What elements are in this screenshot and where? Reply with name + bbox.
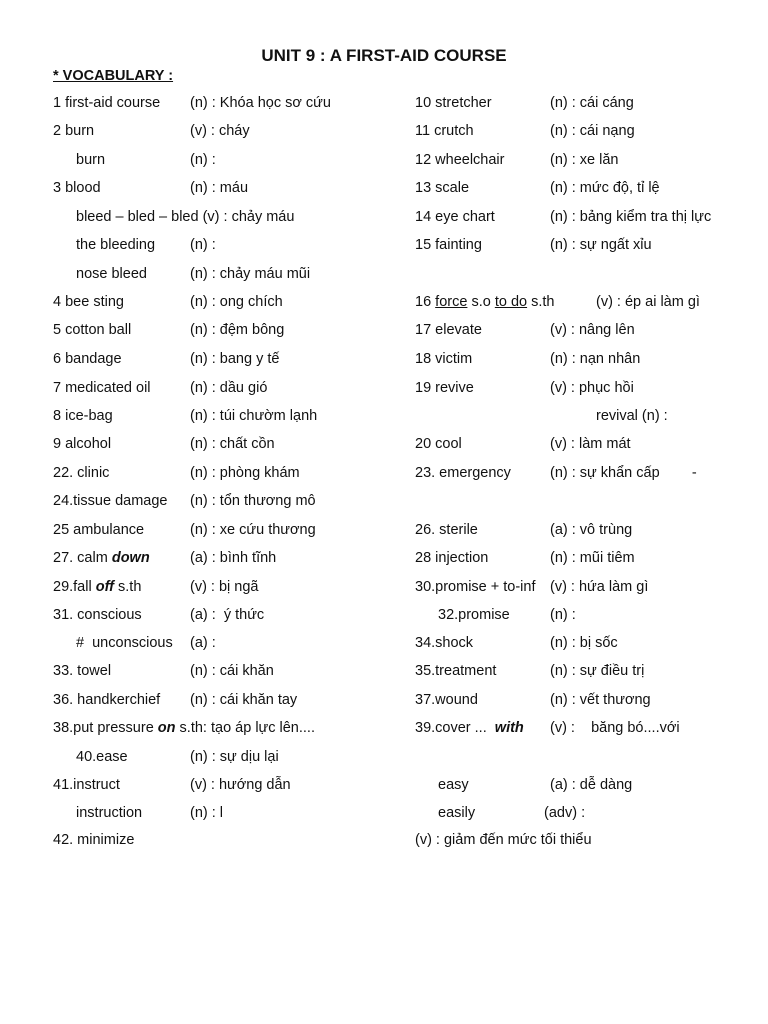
vocab-row	[0, 661, 768, 681]
vocab-meaning: (n) : phòng khám	[190, 465, 300, 481]
vocab-term: 7 medicated oil	[53, 380, 151, 396]
vocab-meaning: (n) : nạn nhân	[550, 351, 641, 367]
vocab-meaning: (n) : mức độ, tỉ lệ	[550, 180, 660, 196]
vocab-row	[0, 406, 768, 426]
vocab-term: easily	[438, 805, 476, 821]
vocab-term: 14 eye chart	[415, 209, 495, 225]
vocab-term: 5 cotton ball	[53, 322, 132, 338]
vocab-meaning: (v) : ép ai làm gì	[596, 294, 700, 310]
vocab-row	[0, 378, 768, 398]
vocab-row	[0, 548, 768, 568]
vocab-term: 23. emergency	[415, 465, 511, 481]
vocab-meaning: (adv) :	[544, 805, 586, 821]
vocab-term: instruction	[76, 805, 143, 821]
vocab-meaning: (n) : sự khẩn cấp -	[550, 465, 697, 481]
page-title: UNIT 9 : A FIRST-AID COURSE	[261, 46, 507, 65]
vocab-meaning: (n) : sự ngất xỉu	[550, 237, 652, 253]
vocab-row	[0, 775, 768, 795]
vocab-meaning: (n) : l	[190, 805, 224, 821]
vocab-term: 22. clinic	[53, 465, 110, 481]
vocab-meaning: (n) : cái nạng	[550, 123, 635, 139]
vocab-term: 11 crutch	[415, 123, 474, 139]
vocab-meaning: (n) : sự điều trị	[550, 663, 645, 679]
vocab-meaning: (v) : giảm đến mức tối thiểu	[415, 832, 592, 848]
vocab-term: 42. minimize	[53, 832, 135, 848]
vocab-term: 25 ambulance	[53, 522, 145, 538]
vocab-term: 3 blood	[53, 180, 101, 196]
vocab-row	[0, 690, 768, 710]
vocab-row	[0, 633, 768, 653]
vocab-row	[0, 150, 768, 170]
vocab-term: 17 elevate	[415, 322, 482, 338]
vocab-term: 28 injection	[415, 550, 489, 566]
vocab-meaning: (n) : sự dịu lại	[190, 749, 279, 765]
vocab-term: 40.ease	[76, 749, 128, 765]
vocab-term: 15 fainting	[415, 237, 482, 253]
vocab-meaning: (n) : mũi tiêm	[550, 550, 635, 566]
vocab-term: 12 wheelchair	[415, 152, 505, 168]
vocab-meaning: (v) : băng bó....với	[550, 720, 680, 736]
vocab-term: bleed – bled – bled (v) : chảy máu	[76, 209, 295, 225]
vocab-row	[0, 93, 768, 113]
vocab-row	[0, 577, 768, 597]
vocab-meaning: (n) :	[190, 152, 216, 168]
vocab-term: 20 cool	[415, 436, 462, 452]
vocab-row	[0, 349, 768, 369]
vocab-meaning: (n) : cái khăn tay	[190, 692, 298, 708]
vocab-term: 29.fall off s.th	[53, 579, 142, 595]
vocab-term: 37.wound	[415, 692, 478, 708]
vocab-row	[0, 520, 768, 540]
vocab-term: 33. towel	[53, 663, 112, 679]
vocab-term: 13 scale	[415, 180, 470, 196]
vocab-row	[0, 207, 768, 227]
vocab-meaning: (n) : dầu gió	[190, 380, 268, 396]
vocab-row	[0, 803, 768, 823]
vocab-row	[0, 463, 768, 483]
vocab-meaning: revival (n) :	[596, 408, 668, 424]
vocab-term: 9 alcohol	[53, 436, 112, 452]
vocab-meaning: (n) :	[190, 237, 216, 253]
vocab-term: 32.promise	[438, 607, 510, 623]
vocab-meaning: (n) : bị sốc	[550, 635, 618, 651]
vocab-row	[0, 747, 768, 767]
vocab-meaning: (n) : ong chích	[190, 294, 283, 310]
section-heading: * VOCABULARY :	[53, 68, 174, 84]
vocab-term: burn	[76, 152, 106, 168]
vocab-term: 36. handkerchief	[53, 692, 161, 708]
vocab-row	[0, 121, 768, 141]
vocab-meaning: (n) : chảy máu mũi	[190, 266, 311, 282]
vocab-row	[0, 178, 768, 198]
vocab-row	[0, 292, 768, 312]
vocab-term: 6 bandage	[53, 351, 122, 367]
vocab-term: the bleeding	[76, 237, 156, 253]
vocab-meaning: (n) : xe cứu thương	[190, 522, 316, 538]
vocab-term: # unconscious	[76, 635, 173, 651]
vocab-meaning: (v) : phục hồi	[550, 380, 634, 396]
vocab-meaning: (n) : tổn thương mô	[190, 493, 316, 509]
vocab-meaning: (n) : chất cồn	[190, 436, 275, 452]
vocab-term: nose bleed	[76, 266, 147, 282]
vocab-meaning: (a) : dễ dàng	[550, 777, 633, 793]
vocab-meaning: (a) : bình tĩnh	[190, 550, 277, 566]
vocab-meaning: (n) : vết thương	[550, 692, 651, 708]
vocab-term: 1 first-aid course	[53, 95, 161, 111]
vocab-term: 4 bee sting	[53, 294, 124, 310]
vocab-row	[0, 320, 768, 340]
vocab-row	[0, 718, 768, 738]
vocab-term: 19 revive	[415, 380, 474, 396]
vocab-meaning: (v) : làm mát	[550, 436, 631, 452]
vocab-term: 34.shock	[415, 635, 474, 651]
vocab-meaning: (a) :	[190, 635, 216, 651]
vocab-term: 39.cover ... with	[415, 720, 524, 736]
vocab-meaning: (n) : cái cáng	[550, 95, 634, 111]
vocab-term: 18 victim	[415, 351, 473, 367]
vocab-meaning: (n) : đệm bông	[190, 322, 285, 338]
vocab-term: 8 ice-bag	[53, 408, 113, 424]
vocab-meaning: (n) : bang y tế	[190, 351, 280, 367]
vocab-term: 2 burn	[53, 123, 95, 139]
vocab-term: easy	[438, 777, 469, 793]
vocab-meaning: (a) : ý thức	[190, 607, 265, 623]
vocab-term: 41.instruct	[53, 777, 120, 793]
vocab-meaning: (n) :	[550, 607, 576, 623]
vocab-meaning: (v) : nâng lên	[550, 322, 635, 338]
vocab-term: 24.tissue damage	[53, 493, 168, 509]
vocab-term: 26. sterile	[415, 522, 478, 538]
vocab-meaning: (v) : cháy	[190, 123, 250, 139]
vocab-row	[0, 235, 768, 255]
vocab-term: 31. conscious	[53, 607, 142, 623]
vocab-row	[0, 830, 768, 850]
vocab-row	[0, 434, 768, 454]
vocab-term: 38.put pressure on s.th: tạo áp lực lên....	[53, 720, 315, 736]
vocab-term: 10 stretcher	[415, 95, 492, 111]
vocab-row	[0, 491, 768, 511]
vocab-meaning: (v) : bị ngã	[190, 579, 259, 595]
vocab-term: 16 force s.o to do s.th	[415, 294, 555, 310]
vocab-meaning: (n) : cái khăn	[190, 663, 274, 679]
vocab-meaning: (n) : xe lăn	[550, 152, 619, 168]
vocab-meaning: (v) : hứa làm gì	[550, 579, 649, 595]
vocab-meaning: (n) : túi chườm lạnh	[190, 408, 318, 424]
vocab-term: 27. calm down	[53, 550, 150, 566]
vocab-meaning: (n) : bảng kiểm tra thị lực	[550, 209, 712, 225]
vocab-row	[0, 605, 768, 625]
vocab-meaning: (n) : máu	[190, 180, 249, 196]
vocab-meaning: (v) : hướng dẫn	[190, 777, 291, 793]
vocab-meaning: (a) : vô trùng	[550, 522, 633, 538]
vocab-term: 30.promise + to-inf	[415, 579, 536, 595]
vocab-meaning: (n) : Khóa học sơ cứu	[190, 95, 331, 111]
vocab-row	[0, 264, 768, 284]
vocab-term: 35.treatment	[415, 663, 497, 679]
